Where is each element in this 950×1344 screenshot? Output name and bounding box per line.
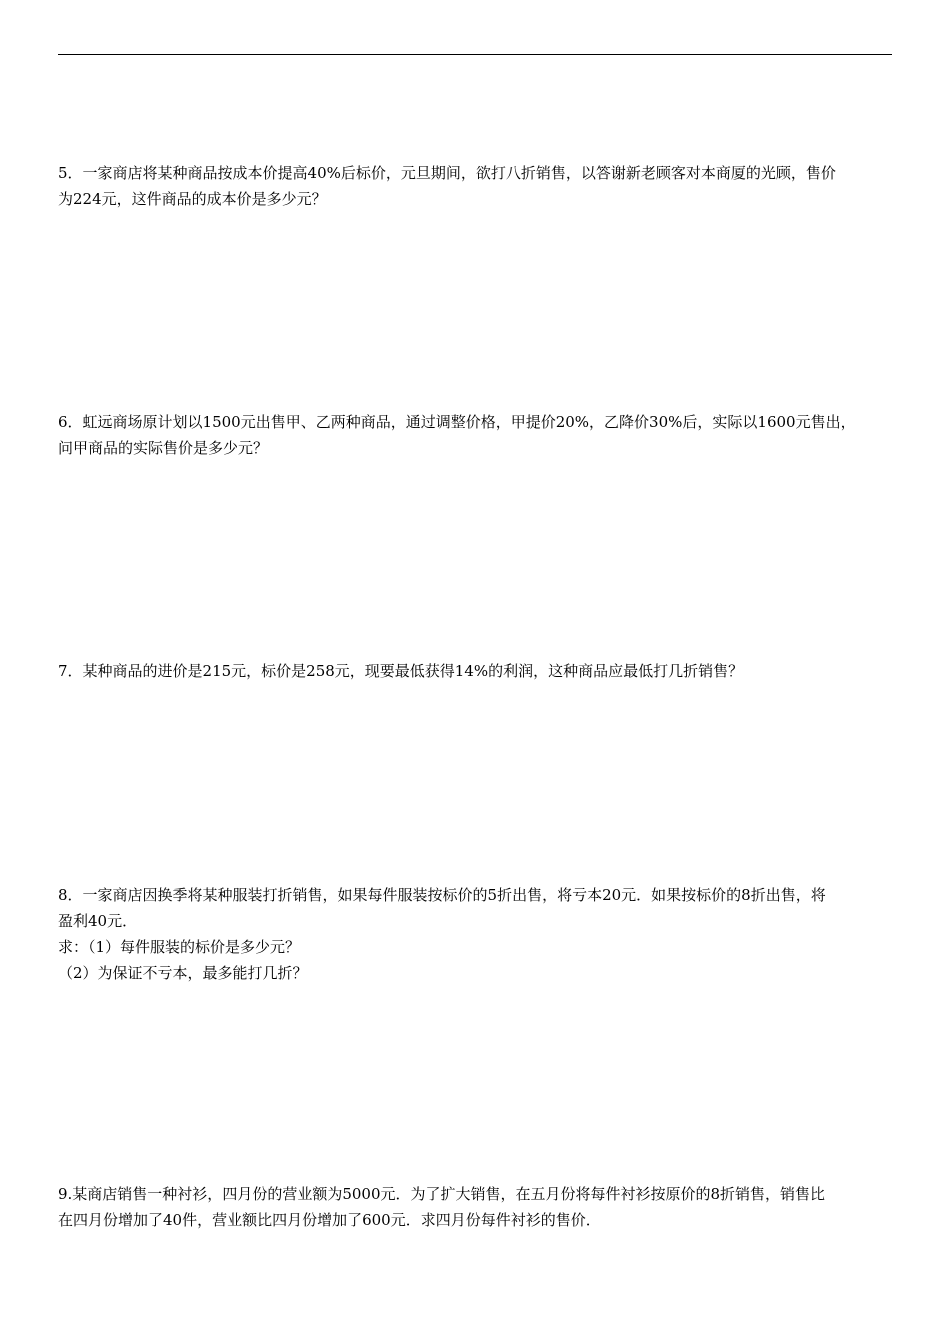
problem-8-question-1: 求：（1）每件服装的标价是多少元？ [58, 938, 301, 956]
problem-5 [58, 160, 892, 212]
header-rule [58, 54, 892, 55]
problem-9 [58, 1181, 892, 1233]
problem-8 [58, 882, 892, 986]
problem-6 [58, 409, 892, 461]
problem-9-line-1: 9.某商店销售一种衬衫，四月份的营业额为5000元．为了扩大销售，在五月份将每件衬衫按原价的8折销售，销售比 [58, 1185, 826, 1203]
problem-5-line-2: 为224元，这件商品的成本价是多少元？ [58, 190, 327, 208]
problem-7-line-1: 7．某种商品的进价是215元，标价是258元，现要最低获得14%的利润，这种商品应最低打几折销售？ [58, 662, 744, 680]
problem-9-line-2: 在四月份增加了40件，营业额比四月份增加了600元．求四月份每件衬衫的售价． [58, 1211, 601, 1229]
problem-6-line-1: 6．虹远商场原计划以1500元出售甲、乙两种商品，通过调整价格，甲提价20%，乙降价30%后，实际以1600元售出， [58, 413, 856, 431]
problem-8-question-2: （2）为保证不亏本，最多能打几折？ [58, 964, 308, 982]
problem-8-line-1: 8．一家商店因换季将某种服装打折销售，如果每件服装按标价的5折出售，将亏本20元．如果按标价的8折出售，将 [58, 886, 826, 904]
problem-5-line-1: 5．一家商店将某种商品按成本价提高40%后标价，元旦期间，欲打八折销售，以答谢新老顾客对本商厦的光顾，售价 [58, 164, 836, 182]
problem-8-line-2: 盈利40元． [58, 912, 138, 930]
problem-6-line-2: 问甲商品的实际售价是多少元？ [58, 439, 269, 457]
problem-7 [58, 658, 892, 684]
